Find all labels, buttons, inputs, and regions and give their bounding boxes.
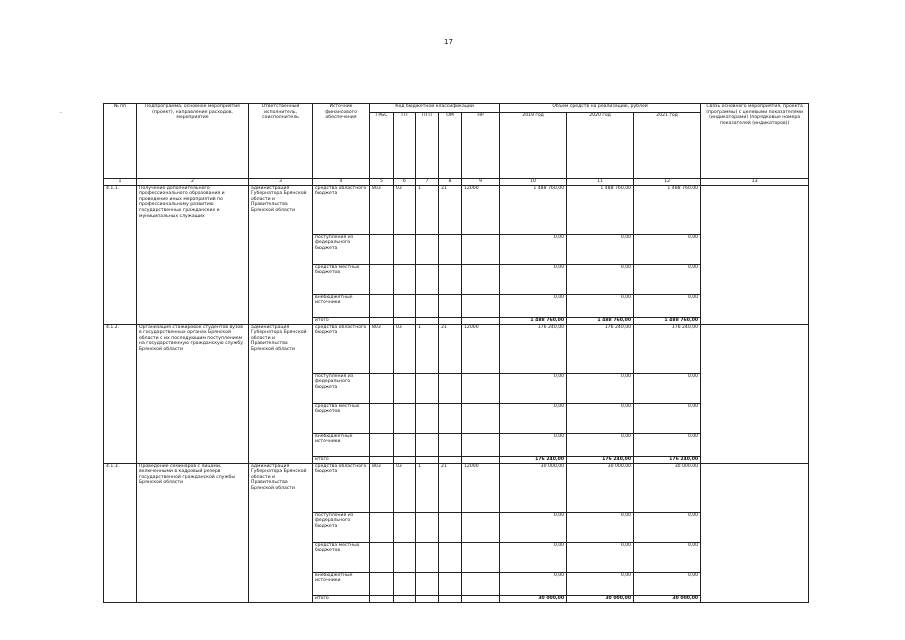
amount-2020: 1 488 760,00: [567, 185, 634, 234]
code-gp: 03: [394, 324, 416, 373]
amount-2020: 0,00: [567, 403, 634, 433]
header-2019: 2019 год: [500, 113, 567, 179]
code-grbs: [370, 403, 394, 433]
header-link: Связь основного мероприятия, проекта (программы) с целевыми показателями (индикаторами) (порядковые номера показателей (индикаторов)): [701, 104, 809, 179]
code-nr: [462, 264, 500, 294]
table-row: [104, 463, 809, 512]
code-gp: 03: [394, 463, 416, 512]
funding-source: внебюджетные источники: [313, 572, 370, 595]
amount-2021: 1 488 760,00: [634, 317, 701, 324]
code-pgp: 1: [416, 185, 439, 234]
header-budget-classification: Код бюджетной классификации: [370, 104, 500, 113]
amount-2019: 1 488 760,00: [500, 317, 567, 324]
amount-2020: 176 240,00: [567, 456, 634, 463]
amount-2019: 0,00: [500, 264, 567, 294]
amount-2019: 0,00: [500, 234, 567, 264]
code-pgp: [416, 595, 439, 602]
code-gp: [394, 234, 416, 264]
budget-table: [103, 103, 809, 603]
code-pgp: [416, 403, 439, 433]
code-om: [439, 234, 462, 264]
amount-2021: 0,00: [634, 294, 701, 317]
code-om: [439, 456, 462, 463]
amount-2020: 0,00: [567, 264, 634, 294]
code-nr: [462, 433, 500, 456]
code-gp: 03: [394, 185, 416, 234]
header-pgp: ПГП: [416, 113, 439, 179]
code-om: [439, 264, 462, 294]
code-gp: [394, 512, 416, 542]
amount-2019: 0,00: [500, 542, 567, 572]
activity-name: Организация стажировок студентов вузов в государственных органах Брянской области с их последующим поступлением на государственную гражданскую службу Брянской области: [137, 324, 249, 463]
amount-2020: 176 240,00: [567, 324, 634, 373]
header-volume: Объем средств на реализацию, рублей: [500, 104, 701, 113]
col-number: 2: [137, 179, 249, 186]
col-number: 3: [249, 179, 313, 186]
code-gp: [394, 403, 416, 433]
code-grbs: 803: [370, 463, 394, 512]
code-pgp: [416, 512, 439, 542]
col-number: 7: [416, 179, 439, 186]
amount-2021: 0,00: [634, 572, 701, 595]
row-number: 4.1.1.: [104, 185, 137, 324]
code-om: [439, 433, 462, 456]
code-om: [439, 595, 462, 602]
funding-source: поступления из федерального бюджета: [313, 512, 370, 542]
margin-mark: ·: [60, 110, 62, 117]
code-pgp: [416, 572, 439, 595]
code-nr: [462, 403, 500, 433]
code-nr: [462, 542, 500, 572]
indicator-link: [701, 185, 809, 324]
amount-2020: 0,00: [567, 373, 634, 403]
code-om: 21: [439, 185, 462, 234]
amount-2019: 0,00: [500, 403, 567, 433]
amount-2019: 0,00: [500, 512, 567, 542]
funding-source: внебюджетные источники: [313, 294, 370, 317]
code-grbs: [370, 294, 394, 317]
code-om: [439, 403, 462, 433]
funding-source: итого: [313, 595, 370, 602]
code-om: [439, 572, 462, 595]
row-number: 4.1.2.: [104, 324, 137, 463]
code-grbs: [370, 512, 394, 542]
code-nr: 12000: [462, 185, 500, 234]
amount-2021: 0,00: [634, 264, 701, 294]
col-number: 13: [701, 179, 809, 186]
amount-2019: 1 488 760,00: [500, 185, 567, 234]
funding-source: средства областного бюджета: [313, 463, 370, 512]
responsible-executor: администрация Губернатора Брянской области и Правительства Брянской области: [249, 185, 313, 324]
code-pgp: [416, 294, 439, 317]
funding-source: средства местных бюджетов: [313, 403, 370, 433]
code-pgp: [416, 317, 439, 324]
code-nr: [462, 595, 500, 602]
funding-source: средства областного бюджета: [313, 185, 370, 234]
code-grbs: [370, 572, 394, 595]
responsible-executor: администрация Губернатора Брянской области и Правительства Брянской области: [249, 463, 313, 602]
code-om: [439, 373, 462, 403]
amount-2019: 30 000,00: [500, 463, 567, 512]
code-grbs: [370, 373, 394, 403]
code-gp: [394, 317, 416, 324]
responsible-executor: администрация Губернатора Брянской области и Правительства Брянской области: [249, 324, 313, 463]
amount-2021: 0,00: [634, 542, 701, 572]
code-nr: [462, 317, 500, 324]
code-grbs: [370, 317, 394, 324]
amount-2019: 176 240,00: [500, 456, 567, 463]
col-number: 6: [394, 179, 416, 186]
col-number: 5: [370, 179, 394, 186]
header-2021: 2021 год: [634, 113, 701, 179]
amount-2020: 0,00: [567, 512, 634, 542]
code-nr: 12000: [462, 463, 500, 512]
funding-source: средства областного бюджета: [313, 324, 370, 373]
col-number: 10: [500, 179, 567, 186]
indicator-link: [701, 463, 809, 602]
funding-source: поступления из федерального бюджета: [313, 234, 370, 264]
amount-2021: 0,00: [634, 403, 701, 433]
funding-source: средства местных бюджетов: [313, 542, 370, 572]
code-nr: [462, 373, 500, 403]
funding-source: средства местных бюджетов: [313, 264, 370, 294]
amount-2020: 30 000,00: [567, 463, 634, 512]
code-pgp: [416, 433, 439, 456]
activity-name: Проведение семинаров с лицами, включенными в кадровый резерв государственной гражданской службы Брянской области: [137, 463, 249, 602]
code-om: 21: [439, 324, 462, 373]
code-nr: 12000: [462, 324, 500, 373]
amount-2021: 1 488 760,00: [634, 185, 701, 234]
amount-2020: 0,00: [567, 433, 634, 456]
code-grbs: 803: [370, 185, 394, 234]
col-number: 4: [313, 179, 370, 186]
code-om: [439, 542, 462, 572]
header-2020: 2020 год: [567, 113, 634, 179]
header-no: № пп: [104, 104, 137, 179]
amount-2019: 176 240,00: [500, 324, 567, 373]
funding-source: итого: [313, 317, 370, 324]
header-responsible: Ответственный исполнитель, соисполнитель: [249, 104, 313, 179]
amount-2021: 176 240,00: [634, 456, 701, 463]
code-pgp: [416, 373, 439, 403]
table-body: [104, 185, 809, 602]
col-number: 11: [567, 179, 634, 186]
col-number: 8: [439, 179, 462, 186]
code-gp: [394, 572, 416, 595]
code-om: [439, 512, 462, 542]
col-number: 1: [104, 179, 137, 186]
code-grbs: [370, 234, 394, 264]
code-om: 21: [439, 463, 462, 512]
amount-2021: 0,00: [634, 433, 701, 456]
amount-2019: 0,00: [500, 373, 567, 403]
code-pgp: [416, 234, 439, 264]
code-gp: [394, 264, 416, 294]
amount-2019: 0,00: [500, 433, 567, 456]
code-pgp: [416, 542, 439, 572]
header-source: Источник финансового обеспечения: [313, 104, 370, 179]
amount-2020: 1 488 760,00: [567, 317, 634, 324]
col-number: 12: [634, 179, 701, 186]
amount-2021: 30 000,00: [634, 595, 701, 602]
code-nr: [462, 294, 500, 317]
funding-source: поступления из федерального бюджета: [313, 373, 370, 403]
code-nr: [462, 512, 500, 542]
table-row: [104, 185, 809, 234]
amount-2020: 0,00: [567, 294, 634, 317]
code-nr: [462, 572, 500, 595]
amount-2021: 0,00: [634, 512, 701, 542]
code-gp: [394, 542, 416, 572]
funding-source: итого: [313, 456, 370, 463]
amount-2020: 30 000,00: [567, 595, 634, 602]
code-gp: [394, 433, 416, 456]
amount-2019: 0,00: [500, 572, 567, 595]
amount-2020: 0,00: [567, 542, 634, 572]
code-om: [439, 317, 462, 324]
code-grbs: [370, 264, 394, 294]
amount-2020: 0,00: [567, 234, 634, 264]
page-number: 17: [444, 38, 453, 46]
code-pgp: 1: [416, 463, 439, 512]
header-om: ОМ: [439, 113, 462, 179]
code-nr: [462, 456, 500, 463]
code-nr: [462, 234, 500, 264]
table-row: [104, 324, 809, 373]
indicator-link: [701, 324, 809, 463]
header-name: Подпрограмма, основное мероприятие (проект), направление расходов, мероприятие: [137, 104, 249, 179]
amount-2021: 0,00: [634, 373, 701, 403]
code-grbs: [370, 542, 394, 572]
code-pgp: [416, 264, 439, 294]
amount-2019: 0,00: [500, 294, 567, 317]
code-pgp: [416, 456, 439, 463]
header-grbs: ГРБС: [370, 113, 394, 179]
code-gp: [394, 373, 416, 403]
code-grbs: [370, 595, 394, 602]
activity-name: Получение дополнительного профессионального образования и проведение иных мероприятий по профессиональному развитию государственных гражданских и муниципальных служащих: [137, 185, 249, 324]
code-pgp: 1: [416, 324, 439, 373]
code-grbs: [370, 433, 394, 456]
code-gp: [394, 456, 416, 463]
row-number: 4.1.3.: [104, 463, 137, 602]
amount-2021: 0,00: [634, 234, 701, 264]
amount-2021: 30 000,00: [634, 463, 701, 512]
code-gp: [394, 595, 416, 602]
code-grbs: [370, 456, 394, 463]
amount-2020: 0,00: [567, 572, 634, 595]
amount-2019: 30 000,00: [500, 595, 567, 602]
code-om: [439, 294, 462, 317]
header-gp: ГП: [394, 113, 416, 179]
col-number: 9: [462, 179, 500, 186]
code-gp: [394, 294, 416, 317]
amount-2021: 176 240,00: [634, 324, 701, 373]
code-grbs: 803: [370, 324, 394, 373]
funding-source: внебюджетные источники: [313, 433, 370, 456]
header-nr: НР: [462, 113, 500, 179]
